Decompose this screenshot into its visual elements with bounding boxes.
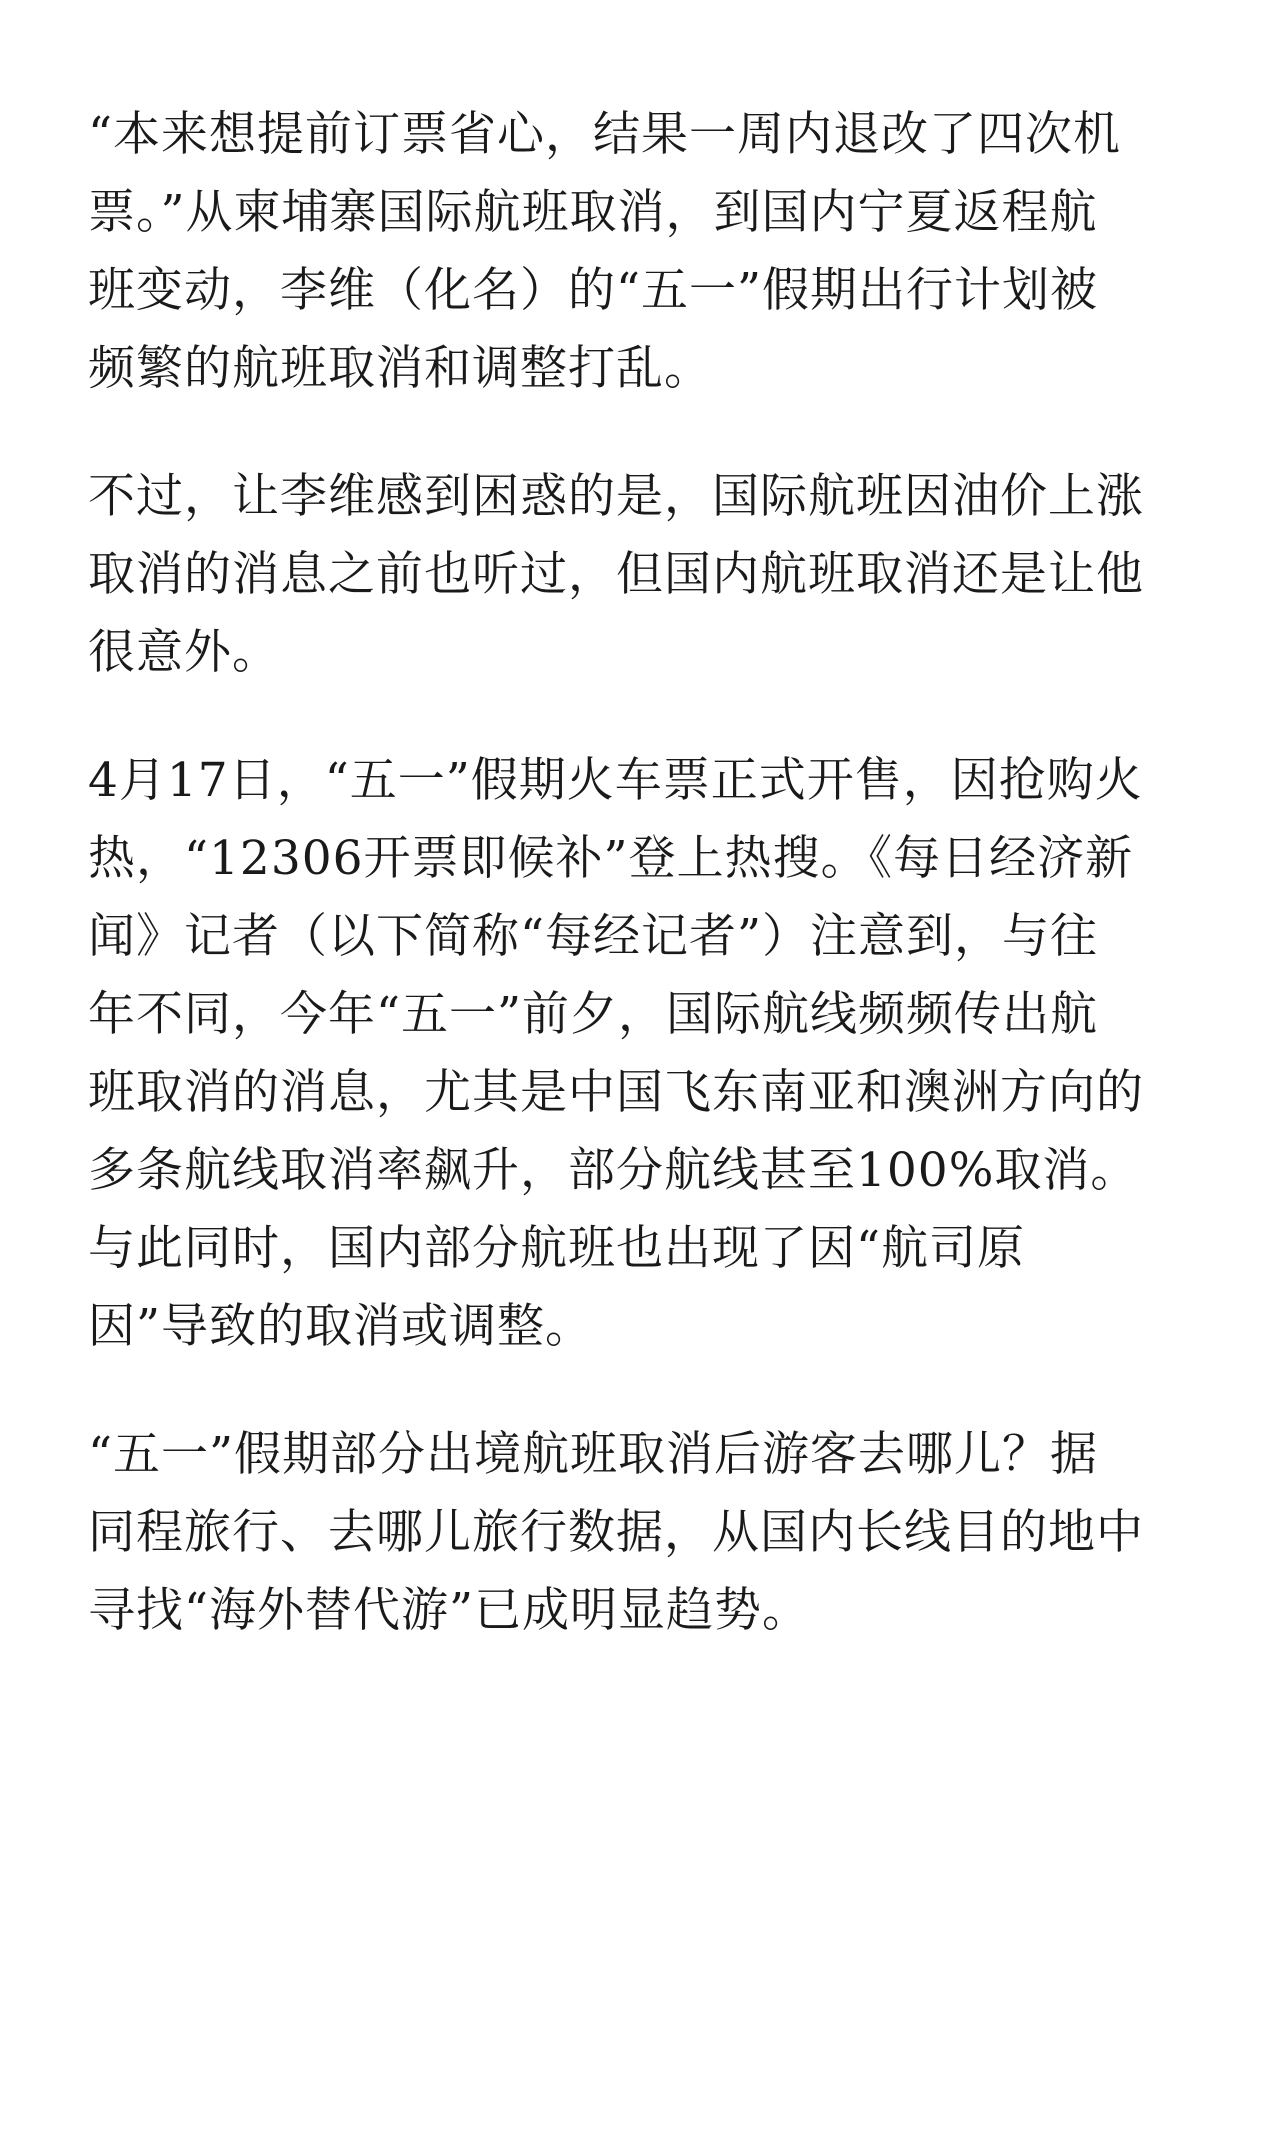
text-line: 与此同时，国内部分航班也出现了因“航司原: [88, 1221, 1026, 1276]
text-line: 4月17日，“五一”假期火车票正式开售，因抢购火: [88, 753, 1143, 808]
text-line: 闻》记者（以下简称“每经记者”）注意到，与往: [88, 909, 1099, 964]
paragraph-4: [88, 1416, 1198, 1650]
paragraph-2: [88, 458, 1198, 692]
paragraph-3: [88, 742, 1198, 1366]
text-line: 同程旅行、去哪儿旅行数据，从国内长线目的地中: [88, 1505, 1144, 1560]
text-line: 热，“12306开票即候补”登上热搜。《每日经济新: [88, 831, 1134, 886]
text-line: “本来想提前订票省心，结果一周内退改了四次机: [88, 107, 1122, 162]
text-line: 很意外。: [88, 625, 280, 680]
text-line: 班变动，李维（化名）的“五一”假期出行计划被: [88, 263, 1099, 318]
text-line: 频繁的航班取消和调整打乱。: [88, 341, 712, 396]
article-body: [88, 96, 1198, 1700]
text-line: 不过，让李维感到困惑的是，国际航班因油价上涨: [88, 469, 1144, 524]
text-line: 取消的消息之前也听过，但国内航班取消还是让他: [88, 547, 1144, 602]
text-line: 班取消的消息，尤其是中国飞东南亚和澳洲方向的: [88, 1065, 1144, 1120]
text-line: 票。”从柬埔寨国际航班取消，到国内宁夏返程航: [88, 185, 1098, 240]
text-line: 多条航线取消率飙升，部分航线甚至100%取消。: [88, 1143, 1139, 1198]
text-line: “五一”假期部分出境航班取消后游客去哪儿？据: [88, 1427, 1099, 1482]
text-line: 寻找“海外替代游”已成明显趋势。: [88, 1583, 811, 1638]
text-line: 因”导致的取消或调整。: [88, 1299, 594, 1354]
text-line: 年不同，今年“五一”前夕，国际航线频频传出航: [88, 987, 1099, 1042]
paragraph-1: [88, 96, 1198, 408]
